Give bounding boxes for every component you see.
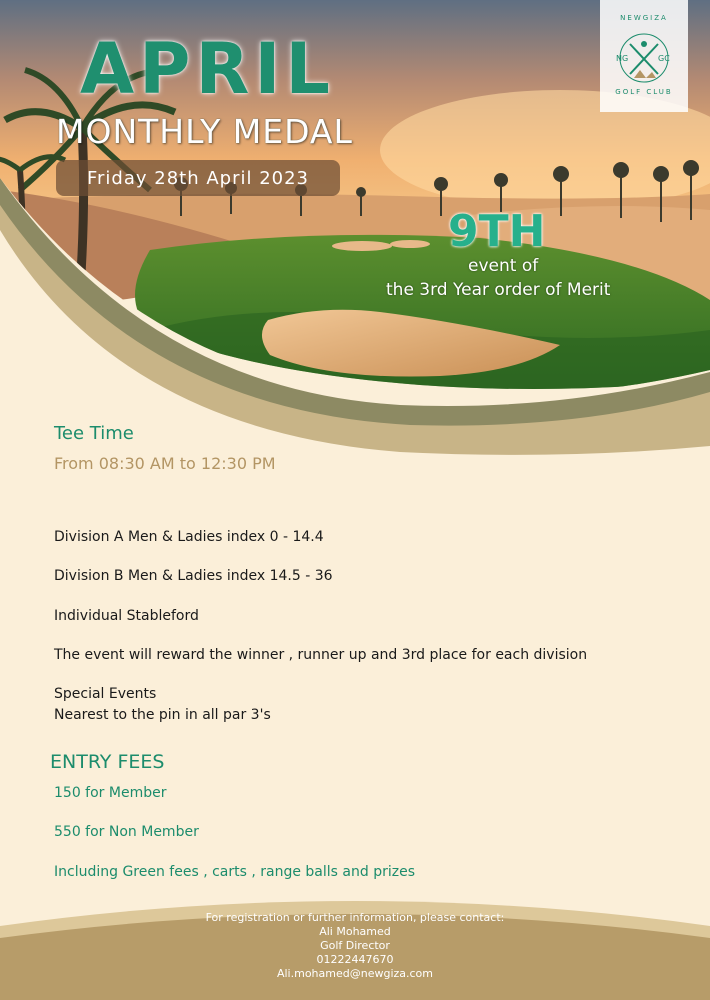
- event-of-label: event of: [468, 256, 539, 276]
- entry-fees-title: ENTRY FEES: [50, 751, 165, 773]
- logo-arc-bottom: GOLF CLUB: [615, 88, 673, 96]
- contact-email[interactable]: Ali.mohamed@newgiza.com: [276, 967, 434, 980]
- logo-arc-top: NEWGIZA: [620, 14, 668, 22]
- monthly-medal-subtitle: MONTHLY MEDAL: [56, 112, 353, 151]
- fee-inclusions: Including Green fees , carts , range balls and prizes: [54, 864, 415, 880]
- contact-block: [0, 911, 710, 981]
- event-date: Friday 28th April 2023: [86, 167, 310, 189]
- non-member-fee: 550 for Non Member: [54, 824, 199, 840]
- member-fee: 150 for Member: [54, 785, 167, 801]
- month-title: APRIL: [80, 28, 336, 110]
- event-ordinal: 9TH: [448, 206, 546, 257]
- division-b-line: Division B Men & Ladies index 14.5 - 36: [54, 568, 333, 584]
- event-date-badge: [56, 160, 340, 196]
- contact-role: Golf Director: [320, 939, 390, 952]
- contact-intro: For registration or further information, please contact:: [205, 911, 505, 924]
- rewards-line: The event will reward the winner , runner up and 3rd place for each division: [54, 647, 588, 663]
- logo-right-letters: GC: [658, 54, 670, 63]
- division-a-line: Division A Men & Ladies index 0 - 14.4: [54, 529, 324, 545]
- contact-name: Ali Mohamed: [319, 925, 391, 938]
- format-line: Individual Stableford: [54, 608, 199, 624]
- order-of-merit-label: the 3rd Year order of Merit: [386, 280, 611, 300]
- nearest-pin-line: Nearest to the pin in all par 3's: [54, 707, 271, 723]
- tee-time-range: From 08:30 AM to 12:30 PM: [54, 454, 276, 473]
- newgiza-golf-club-logo: [600, 0, 688, 112]
- special-events-line: Special Events: [54, 686, 157, 702]
- logo-left-letters: NG: [616, 54, 629, 63]
- contact-phone[interactable]: 01222447670: [316, 953, 394, 966]
- tee-time-title: Tee Time: [54, 423, 134, 444]
